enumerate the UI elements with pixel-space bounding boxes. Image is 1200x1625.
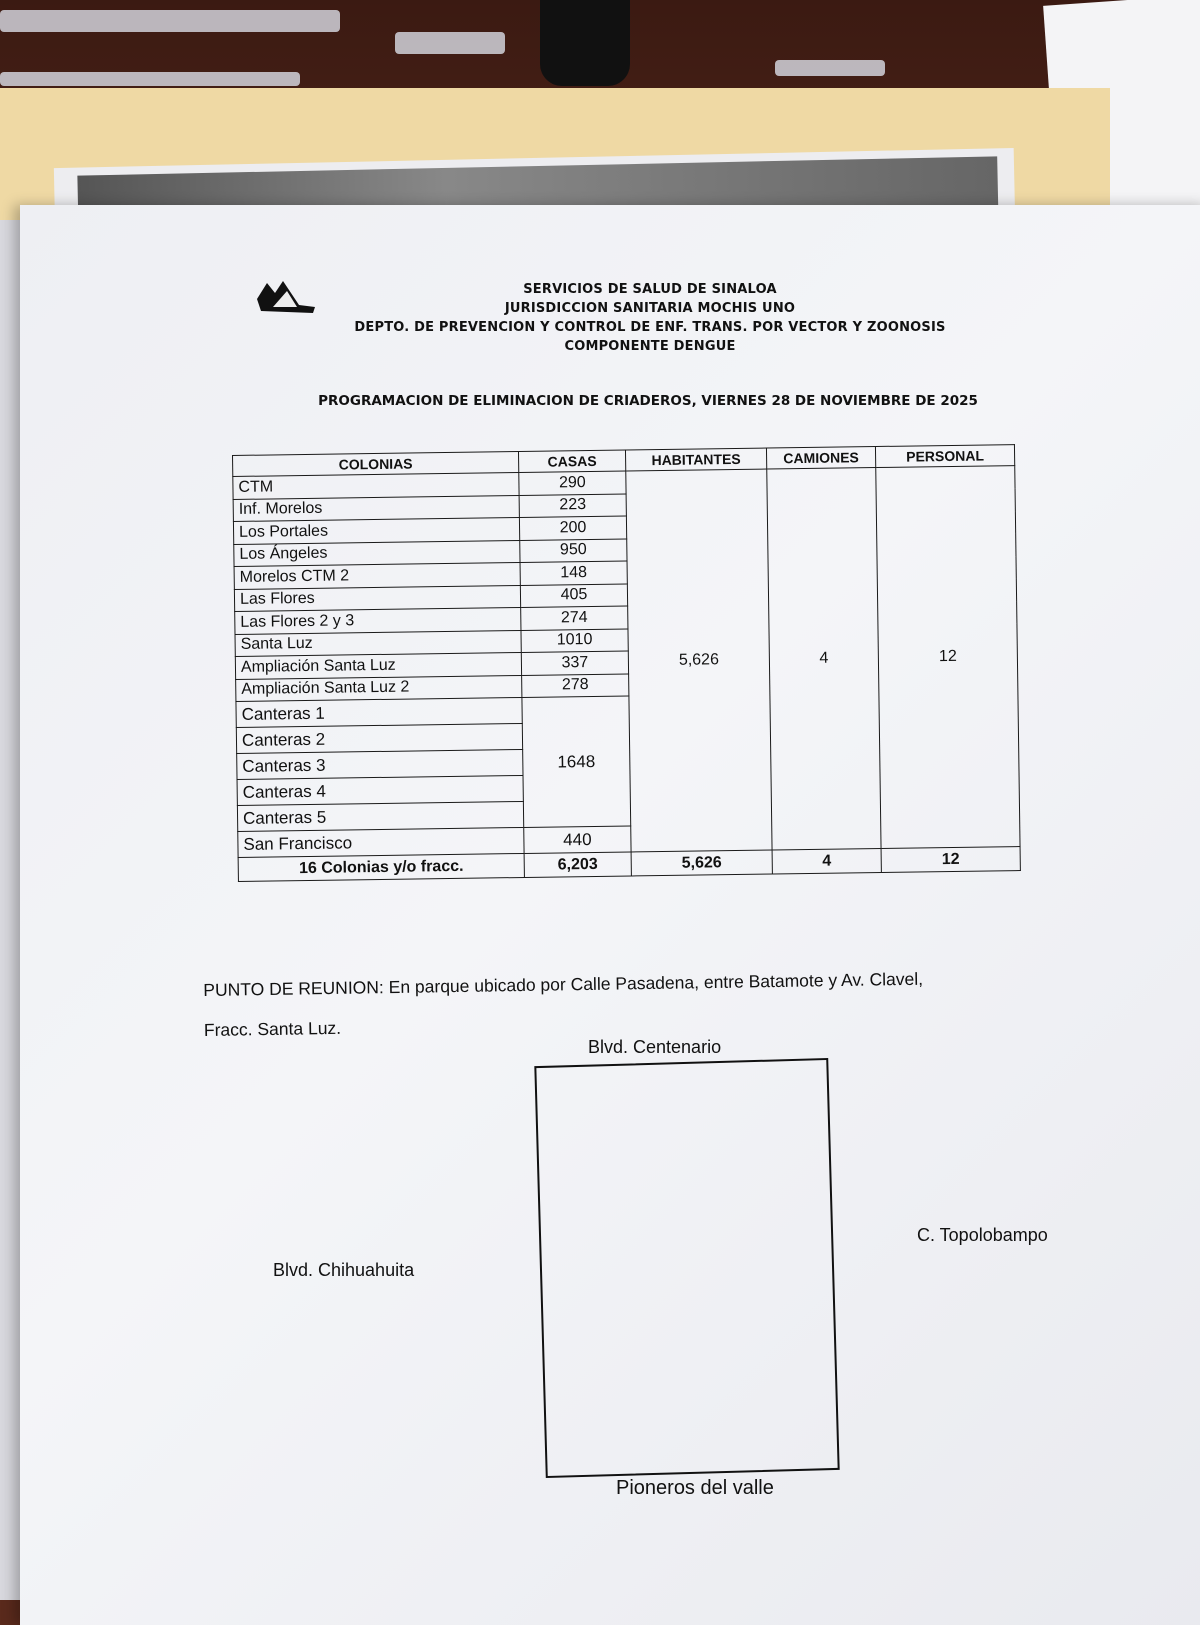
total-habitantes-cell: 5,626 <box>631 850 772 876</box>
total-personal-cell: 12 <box>881 847 1020 873</box>
casas-cell: 1010 <box>521 628 628 652</box>
casas-cell: 290 <box>519 471 626 495</box>
casas-cell: 148 <box>520 561 627 585</box>
document-title: PROGRAMACION DE ELIMINACION DE CRIADEROS, VIERNES 28 DE NOVIEMBRE DE 2025 <box>318 393 978 409</box>
street-label-bottom: Pioneros del valle <box>616 1477 774 1499</box>
street-label-right: C. Topolobampo <box>917 1225 1048 1245</box>
column-header: COLONIAS <box>233 451 519 476</box>
desk-glare <box>395 32 505 54</box>
header-line: COMPONENTE DENGUE <box>564 339 736 354</box>
map-block <box>534 1058 839 1478</box>
column-header: HABITANTES <box>625 448 766 471</box>
meeting-point <box>203 956 1064 1049</box>
colonia-cell: Ampliación Santa Luz <box>235 652 521 678</box>
casas-cell: 405 <box>520 583 627 607</box>
header-line: SERVICIOS DE SALUD DE SINALOA <box>523 282 777 297</box>
street-label-top: Blvd. Centenario <box>588 1037 722 1057</box>
desk-glare <box>0 72 300 86</box>
document-page <box>20 205 1200 1625</box>
binder-clip <box>540 0 630 86</box>
colonia-cell: Canteras 1 <box>236 697 522 727</box>
casas-cell: 278 <box>522 673 629 697</box>
colonia-cell: Las Flores 2 y 3 <box>235 607 521 633</box>
total-casas-cell: 6,203 <box>524 852 631 877</box>
colonia-cell: Canteras 5 <box>237 801 523 831</box>
colonia-cell: Canteras 2 <box>236 723 522 753</box>
colonia-cell: Ampliación Santa Luz 2 <box>236 675 522 701</box>
total-camiones-cell: 4 <box>772 848 881 874</box>
colonia-cell: Los Portales <box>233 517 519 543</box>
casas-cell: 274 <box>521 606 628 630</box>
column-header: CAMIONES <box>766 447 875 470</box>
column-header: CASAS <box>518 450 625 472</box>
canteras-casas-cell: 1648 <box>522 696 631 827</box>
colonia-cell: Canteras 3 <box>237 749 523 779</box>
colonia-cell: Inf. Morelos <box>233 495 519 521</box>
colonia-cell: Morelos CTM 2 <box>234 562 520 588</box>
document-header <box>320 280 980 356</box>
casas-cell: 950 <box>520 538 627 562</box>
casas-cell: 223 <box>519 494 626 518</box>
casas-cell: 200 <box>519 516 626 540</box>
street-label-left: Blvd. Chihuahuita <box>273 1260 415 1280</box>
colonia-cell: Canteras 4 <box>237 775 523 805</box>
colonia-cell: Santa Luz <box>235 630 521 656</box>
casas-cell: 337 <box>521 651 628 675</box>
colonia-cell: San Francisco <box>238 827 524 857</box>
header-line: DEPTO. DE PREVENCION Y CONTROL DE ENF. TRANS. POR VECTOR Y ZOONOSIS <box>354 320 946 335</box>
colonia-cell: Los Ángeles <box>234 540 520 566</box>
habitantes-merged-cell: 5,626 <box>626 469 772 852</box>
header-line: JURISDICCION SANITARIA MOCHIS UNO <box>504 301 796 316</box>
casas-cell: 440 <box>524 826 631 853</box>
column-header: PERSONAL <box>875 445 1014 468</box>
schedule-table <box>232 444 1021 882</box>
camiones-merged-cell: 4 <box>767 468 881 850</box>
meeting-line: PUNTO DE REUNION: En parque ubicado por Calle Pasadena, entre Batamote y Av. Clavel, <box>203 968 924 1000</box>
personal-merged-cell: 12 <box>876 466 1020 849</box>
agency-logo-icon <box>253 277 323 317</box>
total-label-cell: 16 Colonias y/o fracc. <box>238 853 524 881</box>
desk-glare <box>0 10 340 32</box>
colonia-cell: CTM <box>233 472 519 498</box>
desk-glare <box>775 60 885 76</box>
colonia-cell: Las Flores <box>234 585 520 611</box>
meeting-line: Fracc. Santa Luz. <box>203 1017 342 1040</box>
